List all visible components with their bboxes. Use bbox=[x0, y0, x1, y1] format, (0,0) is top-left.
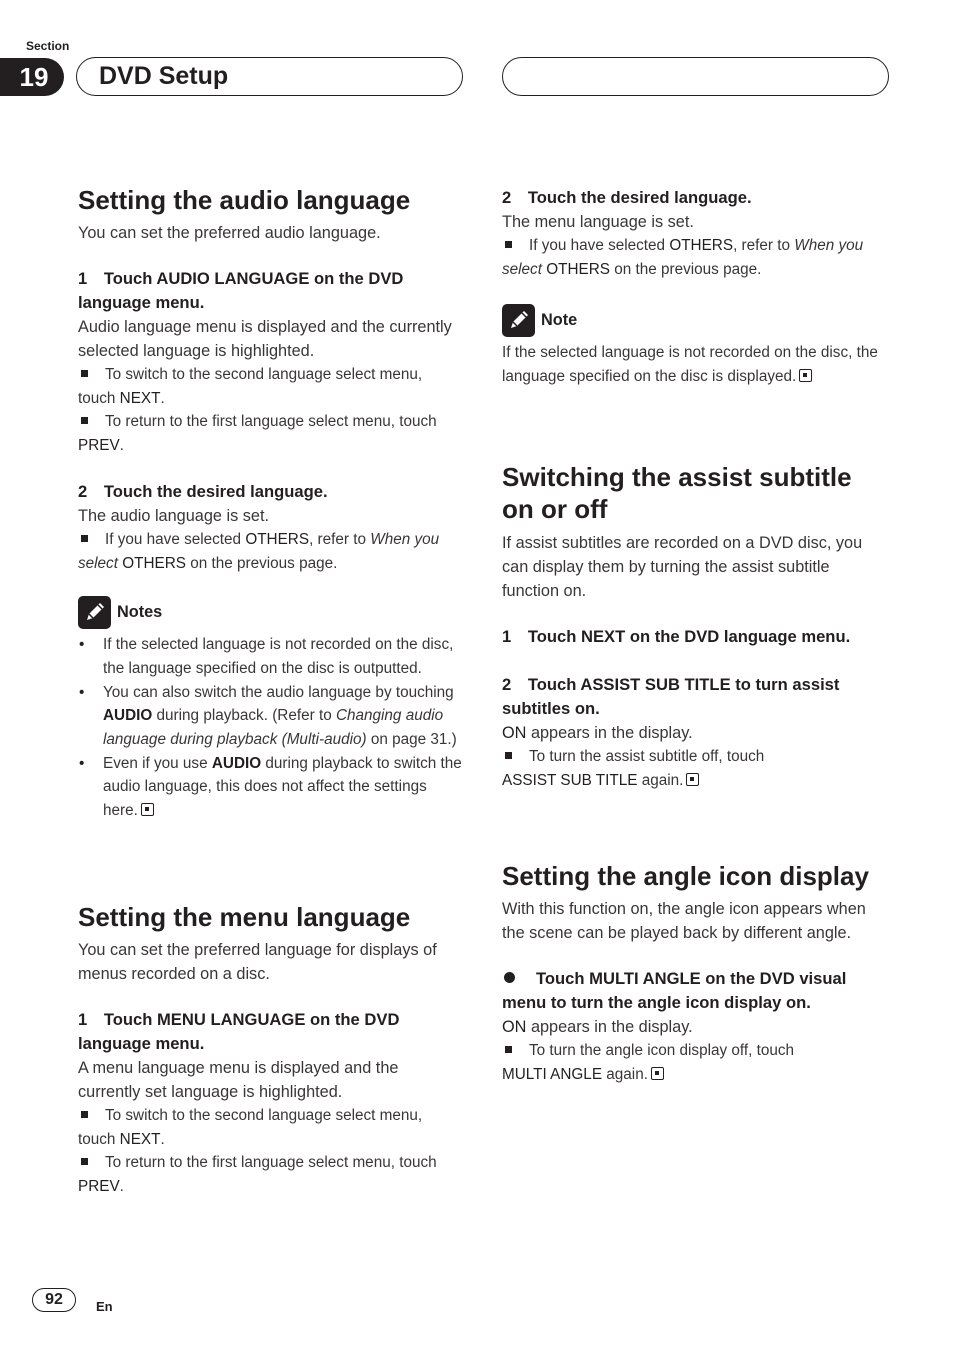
audio-notes-list bbox=[78, 633, 462, 823]
audio-bullet-others: If you have selected OTHERS, refer to When you select OTHERS on the previous page. bbox=[78, 530, 440, 572]
assist-intro: If assist subtitles are recorded on a DVD disc, you can display them by turning the assist subtitle function on. bbox=[502, 533, 863, 600]
square-bullet-icon bbox=[505, 241, 512, 248]
menu-bullet-next: To switch to the second language select menu, touch NEXT. bbox=[78, 1106, 423, 1148]
angle-intro: With this function on, the angle icon appears when the scene can be played back by different angle. bbox=[502, 900, 866, 943]
list-item: • You can also switch the audio language by touching AUDIO during playback. (Refer to Changing audio language during playback (Multi-audio) on page 31.) bbox=[78, 681, 462, 752]
pencil-note-icon bbox=[502, 304, 535, 337]
section-number: 19 bbox=[0, 58, 64, 96]
audio-heading: Setting the audio language bbox=[78, 185, 411, 215]
menu-heading: Setting the menu language bbox=[78, 901, 411, 932]
assist-heading: Switching the assist subtitle on or off bbox=[502, 461, 852, 524]
end-mark-icon bbox=[141, 803, 154, 816]
square-bullet-icon bbox=[505, 1046, 512, 1053]
section-label: Section bbox=[26, 39, 70, 53]
left-column bbox=[78, 184, 462, 1199]
assist-step2: 2 Touch ASSIST SUB TITLE to turn assist subtitles on. bbox=[502, 674, 840, 718]
menu-note-header bbox=[502, 303, 886, 337]
language-code: En bbox=[96, 1299, 113, 1314]
angle-heading: Setting the angle icon display bbox=[502, 861, 869, 892]
angle-step: Touch MULTI ANGLE on the DVD visual menu to turn the angle icon display on. bbox=[502, 969, 847, 1013]
pencil-note-icon bbox=[78, 596, 111, 629]
angle-bullet-off: To turn the angle icon display off, touch MULTI ANGLE again. bbox=[502, 1042, 795, 1083]
end-mark-icon bbox=[799, 369, 812, 382]
menu-intro: You can set the preferred language for displays of menus recorded on a disc. bbox=[78, 940, 437, 983]
note-label: Note bbox=[541, 310, 578, 329]
audio-bullet-next: To switch to the second language select menu, touch NEXT. bbox=[78, 366, 423, 407]
audio-bullet-prev: To return to the first language select menu, touch PREV. bbox=[78, 413, 437, 455]
square-bullet-icon bbox=[81, 370, 88, 377]
menu-bullet-others: If you have selected OTHERS, refer to When you select OTHERS on the previous page. bbox=[502, 237, 864, 278]
square-bullet-icon bbox=[81, 535, 88, 542]
round-bullet-icon bbox=[504, 972, 515, 983]
assist-on-text: ON appears in the display. bbox=[502, 723, 693, 742]
audio-step2: 2 Touch the desired language. bbox=[78, 481, 328, 501]
audio-step1: 1 Touch AUDIO LANGUAGE on the DVD language menu. bbox=[78, 269, 404, 312]
end-mark-icon bbox=[651, 1067, 664, 1080]
menu-step1: 1 Touch MENU LANGUAGE on the DVD language menu. bbox=[78, 1009, 400, 1053]
menu-bullet-prev: To return to the first language select menu, touch PREV. bbox=[78, 1154, 437, 1195]
menu-step1-desc: A menu language menu is displayed and the currently set language is highlighted. bbox=[78, 1058, 399, 1101]
square-bullet-icon bbox=[81, 1111, 88, 1118]
menu-step2-desc: The menu language is set. bbox=[502, 213, 694, 231]
notes-label: Notes bbox=[117, 602, 163, 621]
assist-bullet-off: To turn the assist subtitle off, touch ASSIST SUB TITLE again. bbox=[502, 747, 765, 789]
header-empty-pill bbox=[502, 57, 889, 96]
assist-step1: 1 Touch NEXT on the DVD language menu. bbox=[502, 626, 851, 646]
right-column bbox=[502, 186, 886, 1087]
angle-on-text: ON appears in the display. bbox=[502, 1018, 693, 1037]
list-item: • If the selected language is not recorded on the disc, the language specified on the disc is outputted. bbox=[78, 633, 462, 680]
end-mark-icon bbox=[686, 773, 699, 786]
audio-step2-desc: The audio language is set. bbox=[78, 506, 269, 525]
chapter-title-text: DVD Setup bbox=[99, 62, 229, 90]
audio-intro: You can set the preferred audio language. bbox=[78, 224, 381, 242]
chapter-title bbox=[76, 57, 463, 96]
square-bullet-icon bbox=[505, 752, 512, 759]
audio-step1-desc: Audio language menu is displayed and the currently selected language is highlighted. bbox=[78, 318, 452, 360]
menu-step2: 2 Touch the desired language. bbox=[502, 188, 752, 207]
menu-note-text: If the selected language is not recorded on the disc, the language specified on the disc is displayed. bbox=[502, 344, 878, 386]
square-bullet-icon bbox=[81, 1158, 88, 1165]
audio-notes-header bbox=[78, 595, 462, 629]
square-bullet-icon bbox=[81, 417, 88, 424]
list-item: • Even if you use AUDIO during playback to switch the audio language, this does not affect the settings here. bbox=[78, 752, 462, 823]
page-number: 92 bbox=[32, 1288, 76, 1312]
